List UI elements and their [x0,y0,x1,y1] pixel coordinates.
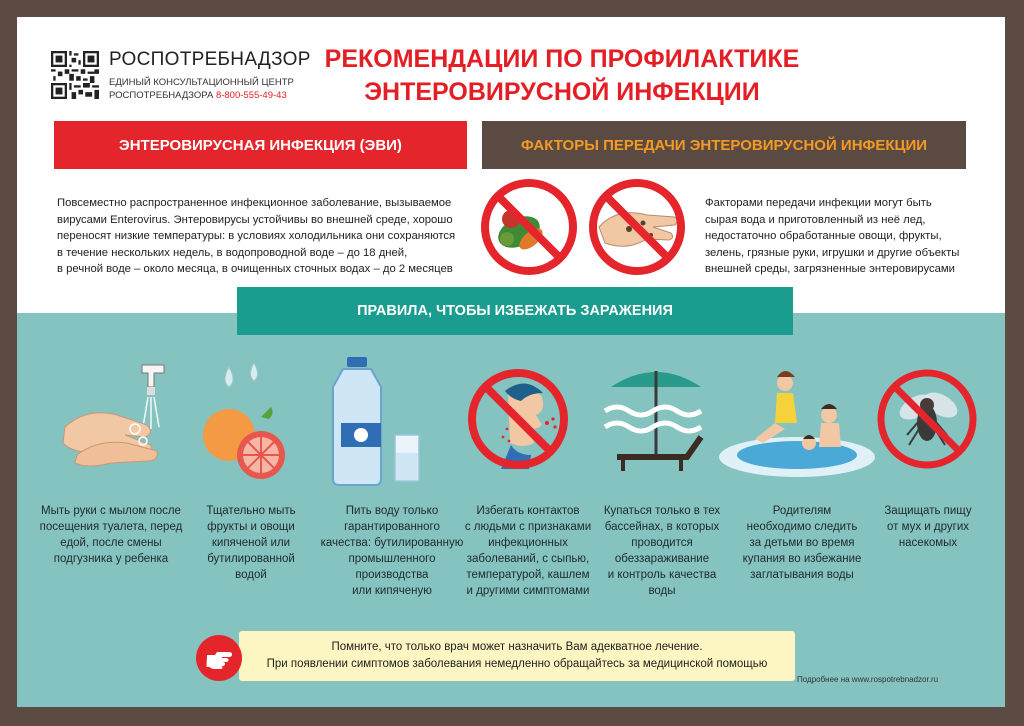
water-bottle-icon [325,357,435,487]
text-line: едой, после смены [60,537,162,549]
text-line: зелень, грязные руки, игрушки и другие объекты [705,246,960,259]
text-line: промышленного [348,553,436,565]
text-line: качества: бутилированную [320,537,464,549]
text-line: инфекционных [488,537,568,549]
factors-heading: ФАКТОРЫ ПЕРЕДАЧИ ЭНТЕРОВИРУСНОЙ ИНФЕКЦИИ [482,121,966,169]
text-line: посещения туалета, перед [39,521,183,533]
pointing-hand-badge [196,635,242,681]
rule-caption-children [729,503,875,583]
text-line: необходимо следить [746,521,858,533]
notice-line2: При появлении симптомов заболевания немедленно обращайтесь за медицинской помощью [266,658,768,670]
fruit-icon [199,357,299,487]
footer-website: Подробнее на www.rospotrebnadzor.ru [797,675,939,684]
infection-description [57,195,477,278]
rule-caption-water [317,503,467,599]
text-line: воды [648,585,676,597]
pool-umbrella-icon [601,357,711,487]
poster-title [317,43,807,109]
text-line: насекомых [898,537,958,549]
hotline-phone: 8-800-555-49-43 [215,90,287,101]
text-line: производства [355,569,429,581]
rule-caption-hand-washing [31,503,191,567]
text-line: Защищать пищу [884,505,972,517]
factors-description [705,195,975,278]
text-line: Пить воду только [345,505,439,517]
text-line: проводится [631,537,693,549]
notice-line1: Помните, что только врач может назначить Вам адекватное лечение. [331,641,703,653]
poster-title-line1: РЕКОМЕНДАЦИИ ПО ПРОФИЛАКТИКЕ [324,45,800,73]
text-line: подгузника у ребенка [53,553,169,565]
rules-heading: ПРАВИЛА, ЧТОБЫ ИЗБЕЖАТЬ ЗАРАЖЕНИЯ [237,287,793,335]
text-line: Факторами передачи инфекции могут быть [705,197,932,209]
text-line: заглатывания воды [750,569,854,581]
pointing-hand-icon [196,635,242,681]
text-line: Повсеместно распространенное инфекционное заболевание, вызываемое [57,197,452,209]
text-line: бутилированной [207,553,295,565]
text-line: фрукты и овощи [207,521,295,533]
text-line: сырая вода и приготовленный из неё лед, [705,213,926,226]
hand-washing-icon [47,357,177,487]
text-line: вирусами Enterovirus. Энтеровирусы устойчивы во внешней среде, хорошо [57,213,453,226]
text-line: Мыть руки с мылом после [41,505,181,517]
text-line: Родителям [772,505,832,517]
org-subtitle-2 [109,90,287,101]
text-line: заболеваний, с сыпью, [466,553,590,565]
infection-heading: ЭНТЕРОВИРУСНАЯ ИНФЕКЦИЯ (ЭВИ) [54,121,467,169]
rule-caption-fruit [187,503,315,583]
text-line: и другими симптомами [466,585,590,597]
logo-block [51,49,311,109]
text-line: с людьми с признаками [464,521,592,533]
text-line: купания во избежание [742,553,862,565]
poster [17,17,1005,707]
text-line: от мух и других [886,521,970,533]
rule-caption-flies [869,503,987,551]
text-line: Избегать контактов [476,505,580,517]
text-line: или кипяченую [352,585,432,597]
text-line: гарантированного [344,521,440,533]
rule-caption-contacts [453,503,603,599]
no-cough-icon [463,357,573,487]
text-line: в речной воде – около месяца, в очищенных сточных водах – до 2 месяцев [57,263,453,275]
qr-code-icon [51,51,99,99]
text-line: и контроль качества [607,569,717,581]
org-name: РОСПОТРЕБНАДЗОР [109,49,311,70]
doctor-notice [239,631,795,681]
poster-title-line2: ЭНТЕРОВИРУСНОЙ ИНФЕКЦИИ [364,78,760,106]
text-line: внешней среды, загрязненные энтеровирусами [705,263,955,275]
text-line: водой [235,569,267,581]
swimming-children-icon [717,357,877,487]
no-dirty-vegetables-icon [479,177,579,277]
rule-caption-pool [589,503,735,599]
org-subtitle-text: РОСПОТРЕБНАДЗОРА [109,90,214,101]
text-line: бассейнах, в которых [604,521,720,533]
text-line: недостаточно обработанные овощи, фрукты, [705,230,942,242]
text-line: температурой, кашлем [466,569,590,581]
text-line: Тщательно мыть [206,505,296,517]
no-fly-icon [871,357,981,487]
org-subtitle: ЕДИНЫЙ КОНСУЛЬТАЦИОННЫЙ ЦЕНТР [109,77,294,88]
text-line: Купаться только в тех [603,505,721,517]
text-line: переносят низкие температуры: в условиях холодильника они сохраняются [57,230,456,242]
text-line: обеззараживание [614,553,710,565]
no-dirty-hands-icon [587,177,687,277]
text-line: за детьми во время [749,537,855,549]
text-line: в течение нескольких недель, в водопроводной воде – до 18 дней, [57,246,408,259]
text-line: кипяченой или [211,537,291,549]
